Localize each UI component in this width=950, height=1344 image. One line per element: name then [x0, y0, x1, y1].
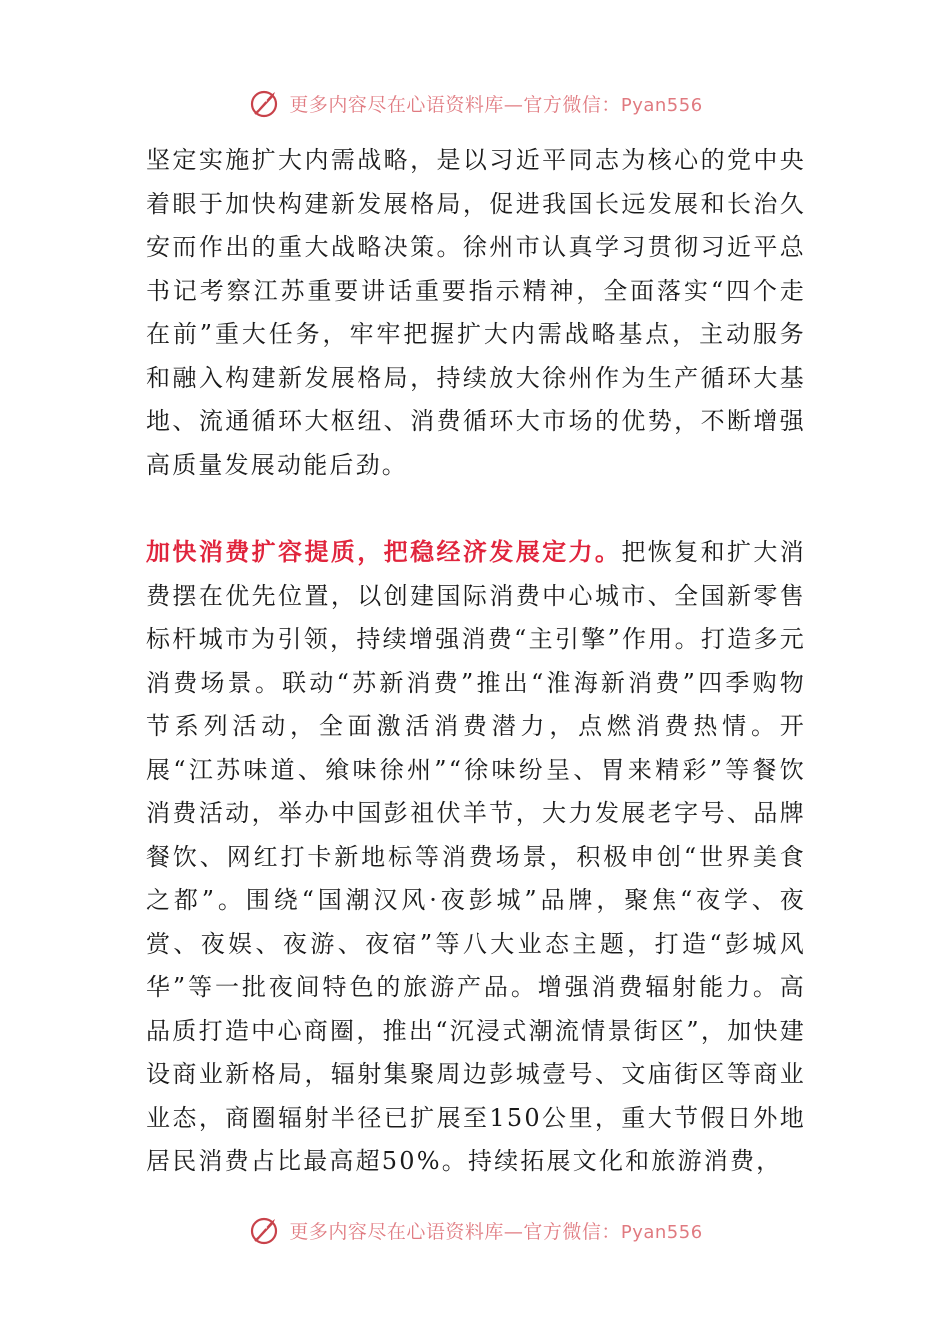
- paragraph-2: [146, 530, 806, 1184]
- pen-logo-icon: [247, 85, 283, 121]
- footer-banner-text: 更多内容尽在心语资料库—官方微信：Pyan556: [289, 1220, 703, 1243]
- paragraph-2-text: 把恢复和扩大消费摆在优先位置，以创建国际消费中心城市、全国新零售标杆城市为引领，持续增强消费“主引擎”作用。打造多元消费场景。联动“苏新消费”推出“淮海新消费”四季购物节系列活动，全面激活消费潜力，点燃消费热情。开展“江苏味道、飨味徐州”“徐味纷呈、胃来精彩”等餐饮消费活动，举办中国彭祖伏羊节，大力发展老字号、品牌餐饮、网红打卡新地标等消费场景，积极申创“世界美食之都”。围绕“国潮汉风·夜彭城”品牌，聚焦“夜学、夜赏、夜娱、夜游、夜宿”等八大业态主题，打造“彭城风华”等一批夜间特色的旅游产品。增强消费辐射能力。高品质打造中心商圈，推出“沉浸式潮流情景街区”，加快建设商业新格局，辐射集聚周边彭城壹号、文庙街区等商业业态，商圈辐射半径已扩展至150公里，重大节假日外地居民消费占比最高超50%。持续拓展文化和旅游消费，: [146, 538, 806, 1175]
- header-banner-text: 更多内容尽在心语资料库—官方微信：Pyan556: [289, 93, 703, 116]
- pen-logo-icon: [247, 1212, 283, 1248]
- footer-banner: [0, 1210, 950, 1250]
- header-banner: [0, 83, 950, 123]
- article-body: [146, 139, 806, 1184]
- header-wechat-id: Pyan556: [620, 94, 703, 116]
- paragraph-1: 坚定实施扩大内需战略，是以习近平同志为核心的党中央着眼于加快构建新发展格局，促进我国长远发展和长治久安而作出的重大战略决策。徐州市认真学习贯彻习近平总书记考察江苏重要讲话重要指示精神，全面落实“四个走在前”重大任务，牢牢把握扩大内需战略基点，主动服务和融入构建新发展格局，持续放大徐州作为生产循环大基地、流通循环大枢纽、消费循环大市场的优势，不断增强高质量发展动能后劲。: [146, 146, 806, 479]
- paragraph-2-lead-heading: 加快消费扩容提质，把稳经济发展定力。: [146, 537, 622, 566]
- footer-wechat-id: Pyan556: [620, 1221, 703, 1243]
